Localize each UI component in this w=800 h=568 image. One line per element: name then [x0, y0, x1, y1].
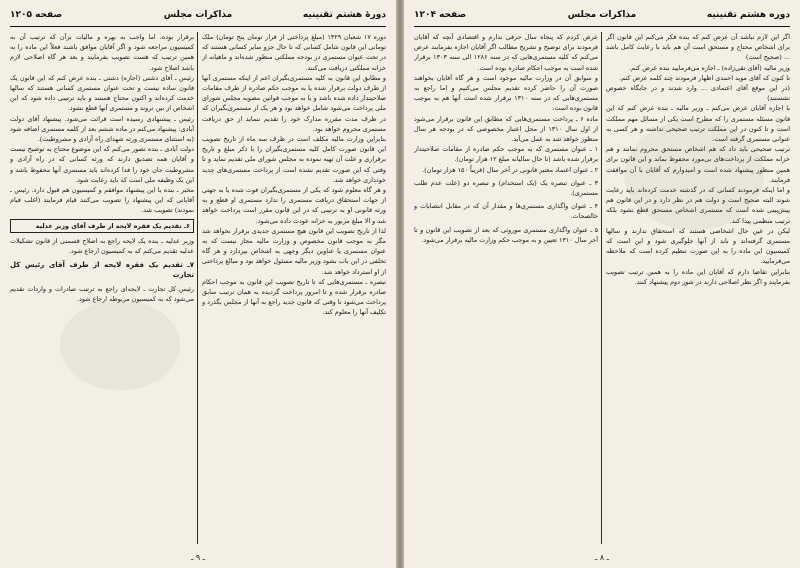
right-page-footer: ـ ۸ ـ: [594, 553, 610, 562]
paragraph: ۱ ـ عنوان مستمری که به موجب حکم صادره از مقامات صلاحیتدار برقرار شده باشد (تا حال سالیانه مبلغ ۱۲ هزار تومان).: [414, 145, 598, 164]
paragraph: رئیس کل تجارت ـ لایحه‌ای راجع به ترتیب صادرات و واردات تقدیم می‌شود که به کمیسیون مربوطه ارجاع شود.: [10, 284, 194, 303]
paragraph: ترتیب صحیحی باید داد که هم اشخاص مستحق محروم نمانند و هم خزانه مملکت از پرداخت‌های بی‌مورد محفوظ بماند و این قانون برای همین منظور پیشنهاد شده است و امیدوارم که آقایان با آن موافقت فرمایند.: [606, 145, 790, 184]
left-page-header: [10, 8, 386, 27]
right-page-right-column: [606, 32, 790, 544]
list-item: ۲ ـ عنوان اعتماد معتبر قانونی در آخر سال (قریباً ۱۵۰ هزار تومان).: [422, 165, 598, 174]
right-header-session: دوره هشتم تقنینیه: [706, 10, 790, 20]
paragraph: تا کنون که آقای موید احمدی اظهار فرمودند چند کلمه عرض کنم.: [619, 73, 790, 82]
list-item: ۵ ـ عنوان واگذاری مستمری موروثی که بعد از تصویب این قانون و تا آخر سال ۱۳۱۰ تعیین و به موجب حکم وزارت مالیه برقرار می‌شود.: [414, 225, 598, 244]
paragraph: دولت آبادی ـ بنده تصور می‌کنم که این موضوع محتاج به توضیح نیست و آقایان همه تصدیق دارند که ورثه کسانی که در راه آزادی و مشروطیت جان خود را فدا کرده‌اند باید مستمری آنها محفوظ باشد و این یک وظیفه ملی است که باید رعایت شود.: [10, 145, 194, 184]
right-header-page-number: صفحه ۱۲۰۴: [414, 10, 467, 20]
left-header-page-number: صفحه ۱۲۰۵: [10, 10, 63, 20]
paragraph: (در این موقع آقای اعتمادی ... وارد شدند و در جایگاه خصوص نشستند): [606, 84, 790, 103]
left-page: [0, 0, 396, 568]
paragraph: رئیس ـ پیشنهادی رسیده است قرائت می‌شود. پیشنهاد آقای دولت آبادی: پیشنهاد می‌کنم در ماده ششم بعد از کلمه مستمری اضافه شود (به استثنای مستمری ورثه شهدای راه آزادی و مشروطیت).: [10, 114, 194, 144]
paragraph: و هر گاه معلوم شود که یکی از مستمری‌بگیران فوت شده یا به جهتی از جهات استحقاق دریافت مستمری را ندارد مستمری او قطع و به ورثه قانونی او به ترتیبی که در این قانون مقرر است پرداخت خواهد شد و الا مبلغ مزبور به خزانه عودت داده می‌شود.: [202, 186, 386, 225]
paragraph: تبصره ـ مستمری‌هایی که تا تاریخ تصویب این قانون به موجب احکام صادره برقرار شده و تا امروز پرداخت گردیده به همان ترتیب سابق پرداخت می‌شود تا وقتی که قانون جدید راجع به آنها از مجلس بگذرد و تکلیف آنها را معلوم کند.: [202, 277, 386, 317]
paragraph: و سوابق آن در وزارت مالیه موجود است و هر گاه آقایان بخواهند صورت آن را حاضر کرده تقدیم مجلس می‌کنیم و اما راجع به مستمری‌هایی که در سنه ۱۳۱۰ برقرار شده است آنها هم به موجب قانون بوده است.: [414, 73, 598, 113]
right-page-header: [414, 8, 790, 27]
right-page: [404, 0, 800, 568]
book-gutter: [396, 0, 404, 568]
right-header-title: مذاکرات مجلس: [567, 10, 637, 20]
list-item: ۳ ـ عنوان تبصره یک (یک استخدام) و تبصره دو (علت عدم طلب مستمری).: [414, 178, 598, 198]
paragraph: بنابراین تقاضا دارم که آقایان این ماده را به همین ترتیب تصویب بفرمایند و اگر نظر اصلاحی دارند در شور دوم پیشنهاد کنند.: [606, 267, 790, 286]
left-header-session: دورهٔ هشتم تقنینیه: [302, 10, 386, 20]
left-page-footer: ـ ۹ ـ: [190, 553, 206, 562]
right-page-left-column: [414, 32, 598, 544]
paragraph: وزیر عدلیه ـ بنده یک لایحه راجع به اصلاح قسمتی از قانون تشکیلات عدلیه تقدیم می‌کنم که به کمیسیون ارجاع شود.: [10, 236, 194, 256]
paragraph: رئیس ـ آقای دشتی (اجازه) دشتی ـ بنده عرض کنم که این قانون یک قانون ساده نیست و تحت عنوان مستمری کسانی هستند که سالها خدمت کرده‌اند و اکنون محتاج هستند و باید ترتیبی داده شود که این اشخاص از بین نروند و مستمری آنها قطع نشود.: [10, 73, 194, 113]
section-heading: ۷ـ تقدیم یک فقره لایحه از طرف آقای رئیس کل تجارت: [10, 261, 194, 280]
paragraph: اگر این لازم نباشد آن عرض کنم که بنده فکر می‌کنم این قانون اگر برای اشخاص محتاج و مستحق است آن هم باید با رعایت کامل باشد ... (صحیح است): [606, 33, 790, 62]
paragraph: برقرار بوده، اما واجب به بهره و مالیات برآن که ترتیب آن به کمیسیون مراجعه شود و اگر آقایان موافق باشند فعلاً این ماده را به همین ترتیب که هست تصویب بفرمایند و بعد هر گاه اصلاحی لازم باشد اصلاح شود.: [10, 33, 194, 72]
paragraph: وزیر مالیه (آقای تقی‌زاده) ـ اجازه می‌فرمایید بنده عرض کنم.: [628, 63, 790, 72]
left-page-right-column: [202, 32, 386, 544]
paragraph: عرض کردم که پنجاه سال حرفی ندارم و اقتصادی آنچه که آقایان فرمودند برای توضیح و تشریح مطالب اگر آقایان اجازه بفرمایند عرض می‌کنم که کلیه مستمری‌هایی که در سنه ۱۲۸۶ الی سنه ۱۳۰۳ برقرار شده است به موجب احکام صادره بوده است.: [414, 33, 598, 72]
paragraph: لیکن در عین حال اشخاصی هستند که استحقاق ندارند و سالها مستمری گرفته‌اند و باید از آنها جلوگیری شود و این است که کمیسیون این ماده را به این صورت تنظیم کرده است که ملاحظه می‌فرمایید.: [606, 226, 790, 266]
paragraph: با اجازه آقایان عرض می‌کنم ـ وزیر مالیه ـ بنده عرض کنم که این قانون مسئله مستمری را که مطرح است یکی از مسائل مهم مملکت است و تا کنون در این مملکت ترتیب صحیحی نداشته و هر کسی به عنوانی مستمری گرفته است.: [606, 104, 790, 144]
paragraph: و اما اینکه فرمودند کسانی که در گذشته خدمت کرده‌اند باید رعایت شوند البته صحیح است و دولت هم در نظر دارد و در این قانون هم پیش‌بینی شده است که مستمری اشخاص مستحق قطع نشود بلکه ترتیب منظمی پیدا کند.: [606, 186, 790, 225]
column-divider: [197, 32, 198, 544]
paragraph: لذا از تاریخ تصویب این قانون هیچ مستمری جدیدی برقرار نخواهد شد مگر به موجب قانون مخصوص و وزارت مالیه مجاز نیست که به عنوان مستمری یا عناوین دیگر وجهی به اشخاص بپردازد و هر گاه تخلفی در این باب بشود وزیر مالیه مسئول خواهد بود و مبالغ پرداختی از او استرداد خواهد شد.: [202, 226, 386, 276]
paragraph: بنابراین وزارت مالیه مکلف است در ظرف سه ماه از تاریخ تصویب این قانون صورت کامل کلیه مستمری‌بگیران را با ذکر مبلغ و تاریخ برقراری و علت آن تهیه نموده به مجلس شورای ملی تقدیم نماید و تا وقتی که این صورت تقدیم نشده است از پرداخت مستمری‌های جدید خودداری خواهد شد.: [202, 135, 386, 184]
column-divider: [601, 32, 602, 544]
left-page-left-column: [10, 32, 194, 544]
paragraph: و مطابق این قانون به کلیه مستمری‌بگیران اعم از اینکه مستمری آنها از طرف دولت برقرار شده یا به موجب حکم صادره از طرف مقامات صلاحیتدار داده شده باشد و یا به موجب قوانین مصوبه مجلس شورای ملی پرداخت می‌شود شامل خواهد بود و هر یک از مستمری‌بگیران که در ظرف مدت مقرره مدارک خود را تقدیم ننماید از حق دریافت مستمری محروم خواهد بود.: [202, 73, 386, 133]
left-header-title: مذاکرات مجلس: [163, 10, 233, 20]
paragraph: دوره ۱۷ شعبان ۱۳۲۹ (مبلغ پرداختی از قرار تومان پنج تومان) ملک تومانی این قانون شامل کسانی که تا حال جزو سایر کسانی هستند که در تحت عنوان مستمری در بودجه مملکتی منظور شده‌اند و ماهیانه از خزانه مملکتی دریافت می‌کنند.: [202, 33, 386, 72]
paragraph: ماده ۶ ـ پرداخت مستمری‌هایی که مطابق این قانون برقرار می‌شود از اول سال ۱۳۱۰ از محل اعتبار مخصوصی که در بودجه هر سال منظور خواهد شد به عمل می‌آید.: [414, 114, 598, 144]
list-item: ۴ ـ عنوان واگذاری مستمری‌ها و مقدار آن که در مقابل انتصابات و خالصجات.: [414, 202, 598, 221]
boxed-section-heading: ۶ـ تقدیم یک فقره لایحه از طرف آقای وزیر عدلیه: [10, 219, 194, 233]
paragraph: مخبر ـ بنده با این پیشنهاد موافقم و کمیسیون هم قبول دارد. رئیس ـ آقایانی که این پیشنهاد را تصویب می‌کنند قیام فرمایند (اغلب قیام نمودند) تصویب شد.: [10, 186, 194, 215]
